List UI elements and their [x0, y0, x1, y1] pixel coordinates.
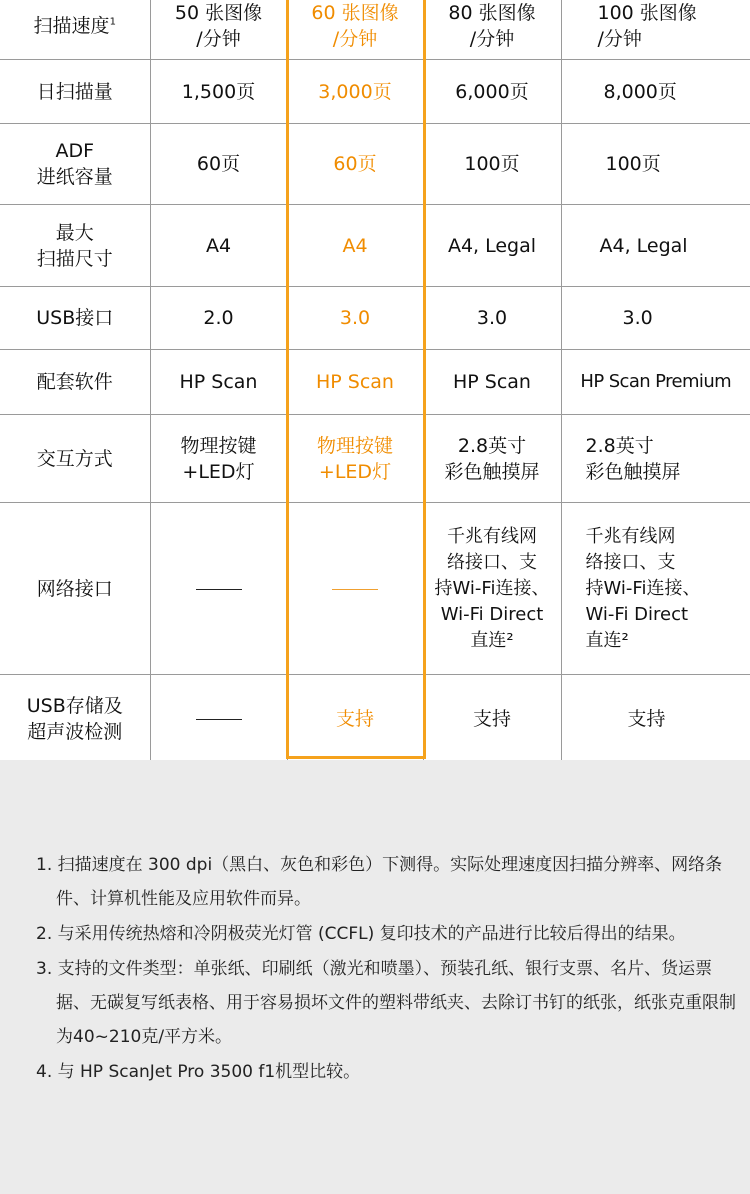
table-cell: 2.8英寸 彩色触摸屏 [561, 415, 750, 503]
table-cell: 80 张图像 /分钟 [423, 0, 561, 60]
row-label: ADF 进纸容量 [0, 124, 150, 205]
table-cell: 100 张图像 /分钟 [561, 0, 750, 60]
table-cell: 支持 [423, 675, 561, 763]
table-cell: 3.0 [423, 287, 561, 350]
table-cell: 物理按键 +LED灯 [150, 415, 287, 503]
table-cell-empty [150, 503, 287, 675]
table-cell: A4 [150, 205, 287, 287]
table-row-interaction [0, 415, 750, 503]
table-row-scan-speed [0, 0, 750, 60]
table-cell-empty-highlighted [287, 503, 423, 675]
table-cell-highlighted: A4 [287, 205, 423, 287]
row-label: 最大 扫描尺寸 [0, 205, 150, 287]
table-cell: 千兆有线网 络接口、支 持Wi-Fi连接、 Wi-Fi Direct 直连² [561, 503, 750, 675]
table-cell-highlighted: 60 张图像 /分钟 [287, 0, 423, 60]
row-label: 交互方式 [0, 415, 150, 503]
footnote-item: 4. 与 HP ScanJet Pro 3500 f1机型比较。 [36, 1062, 361, 1082]
table-cell-highlighted: 3,000页 [287, 60, 423, 124]
table-row-usb [0, 287, 750, 350]
table-cell: 千兆有线网 络接口、支 持Wi-Fi连接、 Wi-Fi Direct 直连² [423, 503, 561, 675]
row-label: USB存储及 超声波检测 [0, 675, 150, 763]
table-cell-highlighted: 3.0 [287, 287, 423, 350]
table-cell: 1,500页 [150, 60, 287, 124]
row-label-scan-speed: 扫描速度$^1$ [0, 0, 150, 60]
footnote-item: 2. 与采用传统热熔和冷阴极荧光灯管 (CCFL) 复印技术的产品进行比较后得出的结果。 [36, 924, 686, 944]
table-row-daily-volume [0, 60, 750, 124]
row-label: USB接口 [0, 287, 150, 350]
footnote-item: 1. 扫描速度在 300 dpi（黑白、灰色和彩色）下测得。实际处理速度因扫描分辨率、网络条件、计算机性能及应用软件而异。 [36, 855, 723, 909]
table-cell: A4, Legal [423, 205, 561, 287]
table-cell-highlighted: 支持 [287, 675, 423, 763]
table-cell: 2.8英寸 彩色触摸屏 [423, 415, 561, 503]
table-cell-highlighted: 物理按键 +LED灯 [287, 415, 423, 503]
table-row-software [0, 350, 750, 415]
footnote-item: 3. 支持的文件类型：单张纸、印刷纸（激光和喷墨）、预装孔纸、银行支票、名片、货运票据、无碳复写纸表格、用于容易损坏文件的塑料带纸夹、去除订书钉的纸张，纸张克重限制为40~210克/平方米。 [36, 959, 736, 1047]
table-cell: 支持 [561, 675, 750, 763]
table-cell: 3.0 [561, 287, 750, 350]
footnote-marker: 1 [109, 16, 116, 28]
footnotes-panel [0, 760, 750, 1194]
table-cell-highlighted: HP Scan [287, 350, 423, 415]
table-cell: HP Scan [150, 350, 287, 415]
table-cell: 60页 [150, 124, 287, 205]
dash-mark [196, 589, 242, 590]
table-row-adf-capacity [0, 124, 750, 205]
table-cell: 100页 [561, 124, 750, 205]
table-cell: HP Scan Premium [561, 350, 750, 415]
dash-mark [332, 589, 378, 590]
footnotes-list [36, 848, 736, 1090]
table-cell: 50 张图像 /分钟 [150, 0, 287, 60]
table-row-network [0, 503, 750, 675]
dash-mark [196, 719, 242, 720]
table-cell: 2.0 [150, 287, 287, 350]
row-label: 日扫描量 [0, 60, 150, 124]
row-label: 配套软件 [0, 350, 150, 415]
table-row-usb-storage [0, 675, 750, 763]
table-cell-highlighted: 60页 [287, 124, 423, 205]
table-row-max-size [0, 205, 750, 287]
table-cell-empty [150, 675, 287, 763]
table-cell: HP Scan [423, 350, 561, 415]
table-cell: 100页 [423, 124, 561, 205]
table-cell: 6,000页 [423, 60, 561, 124]
row-label: 网络接口 [0, 503, 150, 675]
table-cell: A4, Legal [561, 205, 750, 287]
table-cell: 8,000页 [561, 60, 750, 124]
